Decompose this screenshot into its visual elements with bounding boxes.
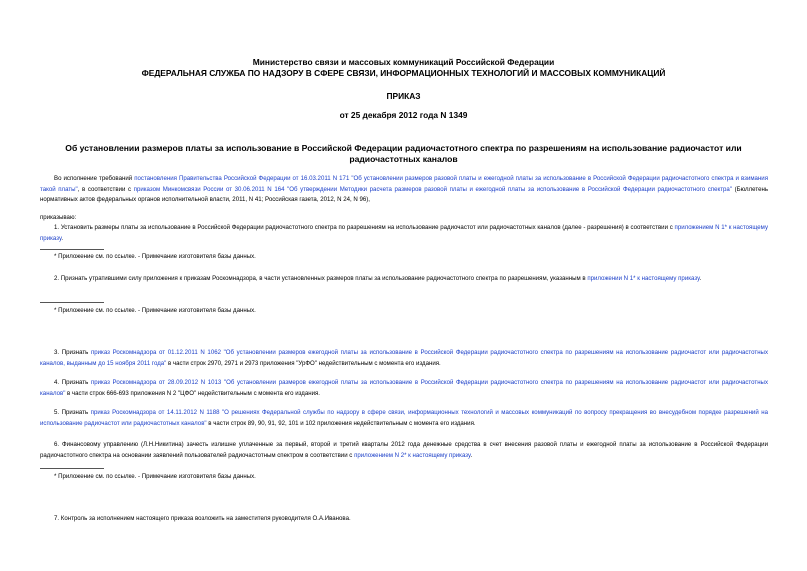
item-6-text-end: . [470,451,473,459]
item-6 [40,440,768,461]
preamble-link-resolution[interactable]: постановления Правительства Российской Федерации от 16.03.2011 N 171 "Об установлении размеров разовой платы и ежегодной платы за использование в Российской Федерации радиочастотного спектра и взимания такой платы" [40,175,768,193]
service-name: ФЕДЕРАЛЬНАЯ СЛУЖБА ПО НАДЗОРУ В СФЕРЕ СВЯЗИ, ИНФОРМАЦИОННЫХ ТЕХНОЛОГИЙ И МАССОВЫХ КОММУНИКАЦИЙ [141,68,666,78]
item-5 [40,408,768,429]
item-4 [40,378,768,399]
item-5-text-end: в части строк 89, 90, 91, 92, 101 и 102 приложения недействительным с момента его издания. [206,419,476,427]
preamble-text: Во исполнение требований [54,175,135,182]
preamble-text: , в соответствии с [77,185,134,193]
item-2-text: 2. Признать утратившими силу приложения к приказам Роскомнадзора, в части установленных размеров платы за использование радиочастотного спектра по разрешениям, указанным в [54,275,588,282]
preamble-link-order[interactable]: приказом Минкомсвязи России от 30.06.2011 N 164 "Об утверждении Методики расчета размеров разовой платы и ежегодной платы за использование в Российской Федерации радиочастотного спектра" [133,185,732,193]
item-4-text-end: в части строк 666-693 приложения N 2 "ЦФО" недействительным с момента его издания. [65,389,320,397]
item-4-text: 4. Признать [54,379,91,386]
doc-title-line2: радиочастотных каналов [349,154,458,164]
item-1-text: 1. Установить размеры платы за использование в Российской Федерации радиочастотного спектра по разрешениям на использование радиочастот или радиочастотных каналов (далее - разрешения) в соответствии с [54,224,675,231]
doc-type: ПРИКАЗ [386,91,421,101]
item-1-link[interactable]: приложением N 1* к настоящему приказу [40,224,768,242]
item-5-link[interactable]: приказ Роскомнадзора от 14.11.2012 N 1188 "О решениях Федеральной службы по надзору в сфере связи, информационных технологий и массовых коммуникаций по вопросу прекращения во внесудебном порядке разрешений на использование радиочастот или радиочастотных каналов" [40,409,768,427]
item-2-link[interactable]: приложении N 1* к настоящему приказу [587,275,700,282]
item-1 [40,223,768,244]
item-3-text-end: в части строк 2970, 2971 и 2973 приложения "УрФО" недействительным с момента его издания. [166,359,441,367]
order-word: приказываю: [40,214,77,221]
footnote: * Приложение см. по ссылке. - Примечание изготовителя базы данных. [54,473,256,480]
preamble-text: (Бюллетень нормативных актов федеральных органов исполнительной власти, 2011, N 41; Российская газета, 2012, N 24, N 96), [40,185,768,204]
doc-date-number: от 25 декабря 2012 года N 1349 [339,110,468,120]
doc-title-line1: Об установлении размеров платы за использование в Российской Федерации радиочастотного спектра по разрешениям на использование радиочастот или [65,143,742,153]
footnote-rule [40,468,104,469]
item-4-link[interactable]: приказ Роскомнадзора от 28.09.2012 N 1013 "Об установлении размеров ежегодной платы за использование в Российской Федерации радиочастотного спектра по разрешениям на использование радиочастот или радиочастотных каналов" [40,379,768,397]
item-3-link[interactable]: приказ Роскомнадзора от 01.12.2011 N 1062 "Об установлении размеров ежегодной платы за использование в Российской Федерации радиочастотного спектра по разрешениям на использование радиочастот или радиочастотных каналов, выданным до 15 ноября 2011 года" [40,349,768,367]
footnote: * Приложение см. по ссылке. - Примечание изготовителя базы данных. [54,307,256,314]
preamble [40,174,768,206]
item-5-text: 5. Признать [54,409,91,416]
footnote: * Приложение см. по ссылке. - Примечание изготовителя базы данных. [54,253,256,260]
item-3 [40,348,768,369]
ministry-name: Министерство связи и массовых коммуникаций Российской Федерации [252,57,555,67]
item-6-link[interactable]: приложением N 2* к настоящему приказу [354,451,471,459]
item-1-text-end: . [61,234,64,242]
item-3-text: 3. Признать [54,349,91,356]
item-7: 7. Контроль за исполнением настоящего приказа возложить на заместителя руководителя О.А.Иванова. [54,515,351,522]
footnote-rule [40,249,104,250]
item-2-text-end: . [699,275,702,282]
item-6-text: 6. Финансовому управлению (Л.Н.Никитина) зачесть излишне уплаченные за первый, второй и третий кварталы 2012 года денежные средства в счет внесения разовой платы и ежегодной платы за использование в Российской Федерации радиочастотного спектра на основании заявлений пользователей радиочастотным спектром в соответствии с [40,441,768,459]
item-2 [40,274,768,285]
footnote-rule [40,302,104,303]
